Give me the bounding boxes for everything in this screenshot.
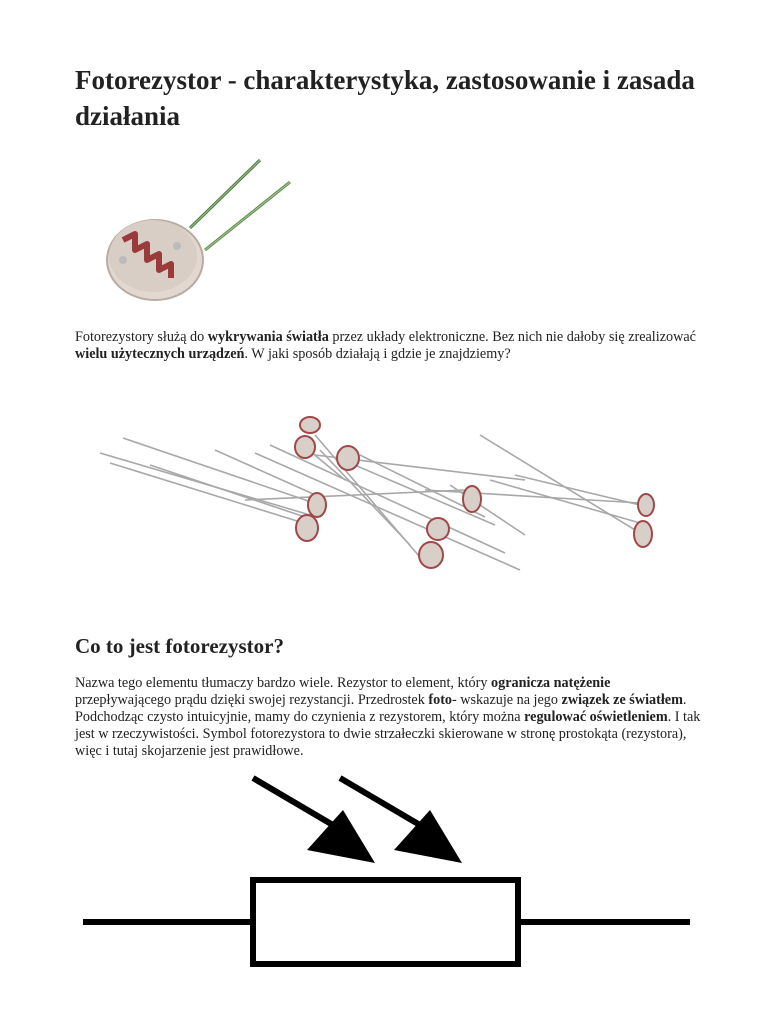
section-paragraph: Nazwa tego elementu tłumaczy bardzo wiele. Rezystor to element, który ogranicza natężenie przepływającego prądu dzięki swojej rezystancji. Przedrostek foto- wskazuje na jego związek ze światłem. Podchodząc czysto intuicyjnie, mamy do czynienia z rezystorem, który można regulować oświetleniem. I tak jest w rzeczywistości. Symbol fotorezystora to dwie strzałeczki skierowane w stronę prostokąta (rezystora), więc i tutaj skojarzenie jest prawidłowe.: [75, 675, 701, 759]
page-title: Fotorezystor - charakterystyka, zastosowanie i zasada działania: [75, 65, 695, 131]
intro-paragraph: Fotorezystory służą do wykrywania światła przez układy elektroniczne. Bez nich nie dałoby się zrealizować wielu użytecznych urządzeń. W jaki sposób działają i gdzie je znajdziemy?: [75, 329, 696, 362]
section-heading: Co to jest fotorezystor?: [75, 634, 284, 658]
photoresistor-schematic-symbol: [75, 770, 700, 975]
single-photoresistor-image: [95, 150, 305, 310]
photoresistors-group-image: [95, 405, 665, 585]
